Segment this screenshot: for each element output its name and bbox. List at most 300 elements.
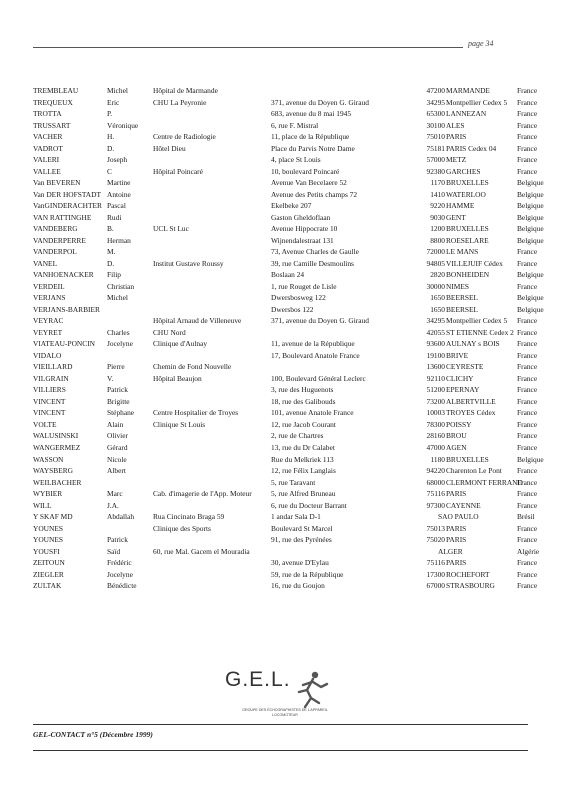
member-firstname: Herman	[107, 235, 131, 245]
member-firstname: Pascal	[107, 201, 126, 211]
member-firstname: Frédéric	[107, 558, 132, 568]
member-postcode: 1410	[430, 189, 445, 199]
member-city: LE MANS	[446, 247, 479, 257]
member-city: WATERLOO	[446, 189, 486, 199]
member-institution: Cab. d'imagerie de l'App. Moteur	[153, 489, 252, 499]
table-row	[0, 327, 566, 339]
runner-figure-icon	[285, 670, 333, 710]
table-row	[0, 477, 566, 489]
member-postcode: 92380	[426, 166, 445, 176]
member-name: VERDEIL	[33, 281, 65, 291]
member-country: France	[517, 316, 538, 326]
member-address: 101, avenue Anatole France	[271, 408, 354, 418]
member-city: BROU	[446, 431, 467, 441]
member-postcode: 75116	[426, 489, 445, 499]
member-postcode: 57000	[426, 155, 445, 165]
member-address: 100, Boulevard Général Leclerc	[271, 373, 366, 383]
member-postcode: 97300	[426, 500, 445, 510]
member-firstname: P.	[107, 109, 113, 119]
member-firstname: Charles	[107, 327, 130, 337]
footer-rule-bottom	[33, 750, 528, 751]
member-address: 18, rue des Galibouds	[271, 396, 336, 406]
member-name: VANDERPERRE	[33, 235, 86, 245]
table-row	[0, 143, 566, 155]
member-postcode: 92110	[426, 373, 445, 383]
member-name: TROTTA	[33, 109, 62, 119]
member-institution: Clinique des Sports	[153, 523, 211, 533]
member-name: VILLIERS	[33, 385, 66, 395]
member-directory	[0, 85, 566, 592]
member-postcode: 73200	[426, 396, 445, 406]
member-firstname: Gérard	[107, 442, 128, 452]
table-row	[0, 442, 566, 454]
member-city: PARIS	[446, 558, 467, 568]
member-city: BRUXELLES	[446, 178, 489, 188]
member-city: BEERSEL	[446, 304, 479, 314]
member-address: Dwersbos 122	[271, 304, 314, 314]
table-row	[0, 523, 566, 535]
member-address: Dwersbosweg 122	[271, 293, 326, 303]
table-row	[0, 361, 566, 373]
member-address: Avenue Van Becelaere 52	[271, 178, 347, 188]
member-country: France	[517, 143, 538, 153]
member-address: 16, rue du Goujon	[271, 581, 325, 591]
table-row	[0, 430, 566, 442]
member-country: France	[517, 419, 538, 429]
member-address: 6, rue F. Mistral	[271, 120, 319, 130]
member-name: VINCENT	[33, 396, 66, 406]
member-firstname: Pierre	[107, 362, 125, 372]
member-country: France	[517, 523, 538, 533]
member-institution: Centre de Radiologie	[153, 132, 216, 142]
member-name: Y SKAF MD	[33, 512, 73, 522]
table-row	[0, 373, 566, 385]
member-city: EPERNAY	[446, 385, 480, 395]
member-country: France	[517, 581, 538, 591]
member-city: VILLEJUIF Cédex	[446, 258, 503, 268]
table-row	[0, 154, 566, 166]
member-city: TROYES Cédex	[446, 408, 496, 418]
member-firstname: D.	[107, 143, 115, 153]
member-country: France	[517, 247, 538, 257]
member-address: Avenue des Petits champs 72	[271, 189, 358, 199]
member-address: 12, rue Félix Langlais	[271, 466, 336, 476]
member-firstname: Joseph	[107, 155, 128, 165]
member-city: CLERMONT FERRAND	[446, 477, 523, 487]
member-city: STRASBOURG	[446, 581, 495, 591]
member-address: 371, avenue du Doyen G. Giraud	[271, 97, 369, 107]
member-firstname: Nicole	[107, 454, 127, 464]
table-row	[0, 108, 566, 120]
member-firstname: C	[107, 166, 112, 176]
table-row	[0, 258, 566, 270]
member-address: Avenue Hippocrate 10	[271, 224, 338, 234]
member-institution: CHU Nord	[153, 327, 186, 337]
member-city: METZ	[446, 155, 467, 165]
member-address: Ekelbeke 207	[271, 201, 312, 211]
member-city: ROCHEFORT	[446, 569, 490, 579]
member-country: France	[517, 362, 538, 372]
member-country: France	[517, 535, 538, 545]
member-postcode: 93600	[426, 339, 445, 349]
member-city: Charenton Le Pont	[446, 466, 502, 476]
member-country: Belgique	[517, 270, 544, 280]
table-row	[0, 396, 566, 408]
member-country: France	[517, 327, 538, 337]
member-country: France	[517, 373, 538, 383]
table-row	[0, 569, 566, 581]
member-name: VACHER	[33, 132, 63, 142]
member-postcode: 10003	[426, 408, 445, 418]
member-name: VALERI	[33, 155, 60, 165]
member-name: YOUSFI	[33, 546, 60, 556]
member-name: VIDALO	[33, 350, 62, 360]
member-address: Boulevard St Marcel	[271, 523, 333, 533]
member-city: ALBERTVILLE	[446, 396, 496, 406]
member-postcode: 72000	[426, 247, 445, 257]
footer-text: GEL-CONTACT n°5 (Décembre 1999)	[33, 730, 153, 739]
member-postcode: 8800	[430, 235, 445, 245]
member-address: Boslaan 24	[271, 270, 305, 280]
member-address: Gaston Gheldoflaan	[271, 212, 331, 222]
member-name: VEYRET	[33, 327, 63, 337]
member-city: ROESELARE	[446, 235, 489, 245]
table-row	[0, 281, 566, 293]
table-row	[0, 269, 566, 281]
table-row	[0, 223, 566, 235]
member-country: Belgique	[517, 304, 544, 314]
member-institution: CHU La Peyronie	[153, 97, 207, 107]
member-firstname: Michel	[107, 86, 128, 95]
member-institution: Hôpital de Marmande	[153, 86, 218, 95]
member-city: BRIVE	[446, 350, 469, 360]
member-postcode: 65300	[426, 109, 445, 119]
table-row	[0, 454, 566, 466]
member-city: PARIS	[446, 132, 467, 142]
member-country: France	[517, 396, 538, 406]
member-city: GARCHES	[446, 166, 481, 176]
member-address: 91, rue des Pyrénées	[271, 535, 332, 545]
table-row	[0, 189, 566, 201]
member-country: France	[517, 466, 538, 476]
table-row	[0, 534, 566, 546]
table-row	[0, 465, 566, 477]
member-name: WALUSINSKI	[33, 431, 79, 441]
gel-logo	[225, 668, 335, 730]
member-city: ST ETIENNE Cedex 2	[446, 327, 514, 337]
member-firstname: Jocelyne	[107, 569, 133, 579]
member-postcode: 94805	[426, 258, 445, 268]
member-address: 2, rue de Chartres	[271, 431, 324, 441]
member-name: VERJANS-BARBIER	[33, 304, 100, 314]
member-postcode: 75010	[426, 132, 445, 142]
table-row	[0, 246, 566, 258]
member-postcode: 9220	[430, 201, 445, 211]
member-name: YOUNES	[33, 523, 63, 533]
member-postcode: 30100	[426, 120, 445, 130]
member-country: Belgique	[517, 224, 544, 234]
member-firstname: Stéphane	[107, 408, 135, 418]
member-country: France	[517, 86, 538, 95]
member-name: VANHOENACKER	[33, 270, 94, 280]
member-postcode: 51200	[426, 385, 445, 395]
member-city: PARIS	[446, 535, 467, 545]
member-firstname: Marc	[107, 489, 123, 499]
member-city: AULNAY s BOIS	[446, 339, 500, 349]
member-firstname: Rudi	[107, 212, 122, 222]
member-address: 5, rue Alfred Bruneau	[271, 489, 336, 499]
member-city: MARMANDE	[446, 86, 490, 95]
member-country: France	[517, 132, 538, 142]
member-address: 11, avenue de la République	[271, 339, 355, 349]
member-city: BRUXELLES	[446, 454, 489, 464]
member-firstname: Brigitte	[107, 396, 130, 406]
member-firstname: D.	[107, 258, 115, 268]
member-name: YOUNES	[33, 535, 63, 545]
member-country: France	[517, 431, 538, 441]
member-country: Belgique	[517, 201, 544, 211]
table-row	[0, 557, 566, 569]
member-postcode: 75013	[426, 523, 445, 533]
table-row	[0, 97, 566, 109]
member-postcode: 1170	[430, 178, 445, 188]
member-city: HAMME	[446, 201, 475, 211]
member-firstname: Véronique	[107, 120, 139, 130]
member-institution: Institut Gustave Roussy	[153, 258, 224, 268]
member-firstname: Eric	[107, 97, 120, 107]
member-postcode: 1650	[430, 293, 445, 303]
table-row	[0, 177, 566, 189]
member-institution: 60, rue Mal. Gacem el Mouradia	[153, 546, 250, 556]
member-name: VERJANS	[33, 293, 66, 303]
member-name: ZULTAK	[33, 581, 62, 591]
member-firstname: Filip	[107, 270, 121, 280]
member-postcode: 30000	[426, 281, 445, 291]
member-country: France	[517, 500, 538, 510]
member-postcode: 67000	[426, 581, 445, 591]
member-name: VOLTE	[33, 419, 57, 429]
member-institution: Chemin de Fond Nouvelle	[153, 362, 232, 372]
table-row	[0, 85, 566, 97]
member-city: PARIS	[446, 523, 467, 533]
member-firstname: Bénédicte	[107, 581, 137, 591]
member-country: Algérie	[517, 546, 540, 556]
logo-text: G.E.L.	[225, 668, 291, 691]
table-row	[0, 500, 566, 512]
member-country: Brésil	[517, 512, 535, 522]
member-postcode: 2820	[430, 270, 445, 280]
member-postcode: 13600	[426, 362, 445, 372]
member-address: 39, rue Camille Desmoulins	[271, 258, 354, 268]
table-row	[0, 292, 566, 304]
member-firstname: Martine	[107, 178, 131, 188]
member-address: 371, avenue du Doyen G. Giraud	[271, 316, 369, 326]
member-institution: Hôpital Arnaud de Villeneuve	[153, 316, 242, 326]
member-city: ALES	[446, 120, 465, 130]
member-firstname: B.	[107, 224, 114, 234]
member-postcode: 94220	[426, 466, 445, 476]
member-name: VINCENT	[33, 408, 66, 418]
member-postcode: 1200	[430, 224, 445, 234]
member-address: 1, rue Rouget de Lisle	[271, 281, 337, 291]
member-postcode: 47200	[426, 86, 445, 95]
member-postcode: 1180	[430, 454, 445, 464]
member-country: France	[517, 339, 538, 349]
member-city: BONHEIDEN	[446, 270, 490, 280]
member-country: Belgique	[517, 235, 544, 245]
table-row	[0, 212, 566, 224]
member-city: POISSY	[446, 419, 472, 429]
member-city: Montpellier Cedex 5	[446, 97, 508, 107]
member-country: France	[517, 408, 538, 418]
member-country: Belgique	[517, 454, 544, 464]
member-firstname: Patrick	[107, 535, 128, 545]
member-country: Belgique	[517, 189, 544, 199]
table-row	[0, 200, 566, 212]
member-city: CEYRESTE	[446, 362, 484, 372]
member-postcode: 47000	[426, 442, 445, 452]
member-name: VANDERPOL	[33, 247, 77, 257]
member-address: Rue du Melkriek 113	[271, 454, 334, 464]
member-name: VALLEE	[33, 166, 61, 176]
member-address: 4, place St Louis	[271, 155, 321, 165]
member-city: AGEN	[446, 442, 467, 452]
table-row	[0, 338, 566, 350]
member-postcode: 1650	[430, 304, 445, 314]
member-city: CAYENNE	[446, 500, 481, 510]
member-city: SAO PAULO	[438, 512, 479, 522]
page-number: page 34	[468, 39, 494, 48]
member-address: 11, place de la République	[271, 132, 350, 142]
member-address: 59, rue de la République	[271, 569, 344, 579]
member-name: Van DER HOFSTADT	[33, 189, 101, 199]
member-firstname: Antoine	[107, 189, 131, 199]
member-firstname: Olivier	[107, 431, 128, 441]
member-name: TREQUEUX	[33, 97, 73, 107]
logo-subtitle: GROUPE DES ÉCHOGRAPHISTES DE L'APPAREIL LOCOMOTEUR	[242, 708, 328, 717]
member-postcode: 9030	[430, 212, 445, 222]
member-city: LANNEZAN	[446, 109, 487, 119]
member-name: WYBIER	[33, 489, 63, 499]
member-country: Belgique	[517, 212, 544, 222]
member-country: France	[517, 97, 538, 107]
member-firstname: J.A.	[107, 500, 119, 510]
member-address: 13, rue du Dr Calabet	[271, 442, 335, 452]
table-row	[0, 166, 566, 178]
member-name: VAN RATTINGHE	[33, 212, 92, 222]
member-address: 1 andar Sala D-1	[271, 512, 321, 522]
member-name: VIEILLARD	[33, 362, 73, 372]
member-firstname: M.	[107, 247, 116, 257]
member-city: NIMES	[446, 281, 469, 291]
table-row	[0, 120, 566, 132]
member-postcode: 28160	[426, 431, 445, 441]
member-address: 17, Boulevard Anatole France	[271, 350, 360, 360]
member-address: 6, rue du Docteur Barrant	[271, 500, 347, 510]
member-firstname: Christian	[107, 281, 135, 291]
member-name: VIATEAU-PONCIN	[33, 339, 95, 349]
table-row	[0, 315, 566, 327]
member-country: Belgique	[517, 293, 544, 303]
member-country: France	[517, 109, 538, 119]
member-institution: Rua Cincinato Braga 59	[153, 512, 225, 522]
member-name: TREMBLEAU	[33, 86, 79, 95]
member-name: VEYRAC	[33, 316, 64, 326]
member-city: BEERSEL	[446, 293, 479, 303]
table-row	[0, 580, 566, 592]
member-postcode: 17300	[426, 569, 445, 579]
member-city: Montpellier Cedex 5	[446, 316, 508, 326]
table-row	[0, 511, 566, 523]
member-address: 73, Avenue Charles de Gaulle	[271, 247, 359, 257]
table-row	[0, 131, 566, 143]
member-city: GENT	[446, 212, 466, 222]
member-name: WILL	[33, 500, 52, 510]
table-row	[0, 384, 566, 396]
table-row	[0, 546, 566, 558]
member-address: Place du Parvis Notre Dame	[271, 143, 355, 153]
member-country: France	[517, 155, 538, 165]
member-postcode: 78300	[426, 419, 445, 429]
member-firstname: V.	[107, 373, 114, 383]
member-postcode: 42055	[426, 327, 445, 337]
member-name: WEILBACHER	[33, 477, 82, 487]
member-postcode: 68000	[426, 477, 445, 487]
table-row	[0, 419, 566, 431]
member-postcode: 19100	[426, 350, 445, 360]
table-row	[0, 235, 566, 247]
member-name: WANGERMEZ	[33, 442, 81, 452]
table-row	[0, 407, 566, 419]
member-name: ZEITOUN	[33, 558, 65, 568]
member-country: France	[517, 350, 538, 360]
member-institution: Hôpital Beaujon	[153, 373, 202, 383]
member-address: 12, rue Jacob Courant	[271, 419, 336, 429]
member-address: 30, avenue D'Eylau	[271, 558, 329, 568]
member-institution: Hôtel Dieu	[153, 143, 186, 153]
member-country: Belgique	[517, 178, 544, 188]
member-postcode: 34295	[426, 316, 445, 326]
table-row	[0, 488, 566, 500]
member-postcode: 34295	[426, 97, 445, 107]
member-institution: Clinique St Louis	[153, 419, 206, 429]
member-firstname: Abdallah	[107, 512, 135, 522]
member-name: WAYSBERG	[33, 466, 73, 476]
member-firstname: Saïd	[107, 546, 121, 556]
member-firstname: Michel	[107, 293, 128, 303]
member-address: 5, rue Taravant	[271, 477, 316, 487]
member-institution: Hôpital Poincaré	[153, 166, 203, 176]
member-country: France	[517, 442, 538, 452]
member-city: ALGER	[438, 546, 463, 556]
member-country: France	[517, 477, 538, 487]
member-institution: Clinique d'Aulnay	[153, 339, 208, 349]
member-name: TRUSSART	[33, 120, 71, 130]
member-institution: Centre Hospitalier de Troyes	[153, 408, 239, 418]
member-name: VANEL	[33, 258, 58, 268]
member-city: BRUXELLES	[446, 224, 489, 234]
member-postcode: 75116	[426, 558, 445, 568]
footer-rule-top	[33, 724, 528, 725]
member-country: France	[517, 281, 538, 291]
member-firstname: Jocelyne	[107, 339, 133, 349]
member-city: PARIS	[446, 489, 467, 499]
member-name: Van BEVEREN	[33, 178, 81, 188]
member-country: France	[517, 489, 538, 499]
member-country: France	[517, 166, 538, 176]
member-country: France	[517, 120, 538, 130]
member-firstname: Patrick	[107, 385, 128, 395]
